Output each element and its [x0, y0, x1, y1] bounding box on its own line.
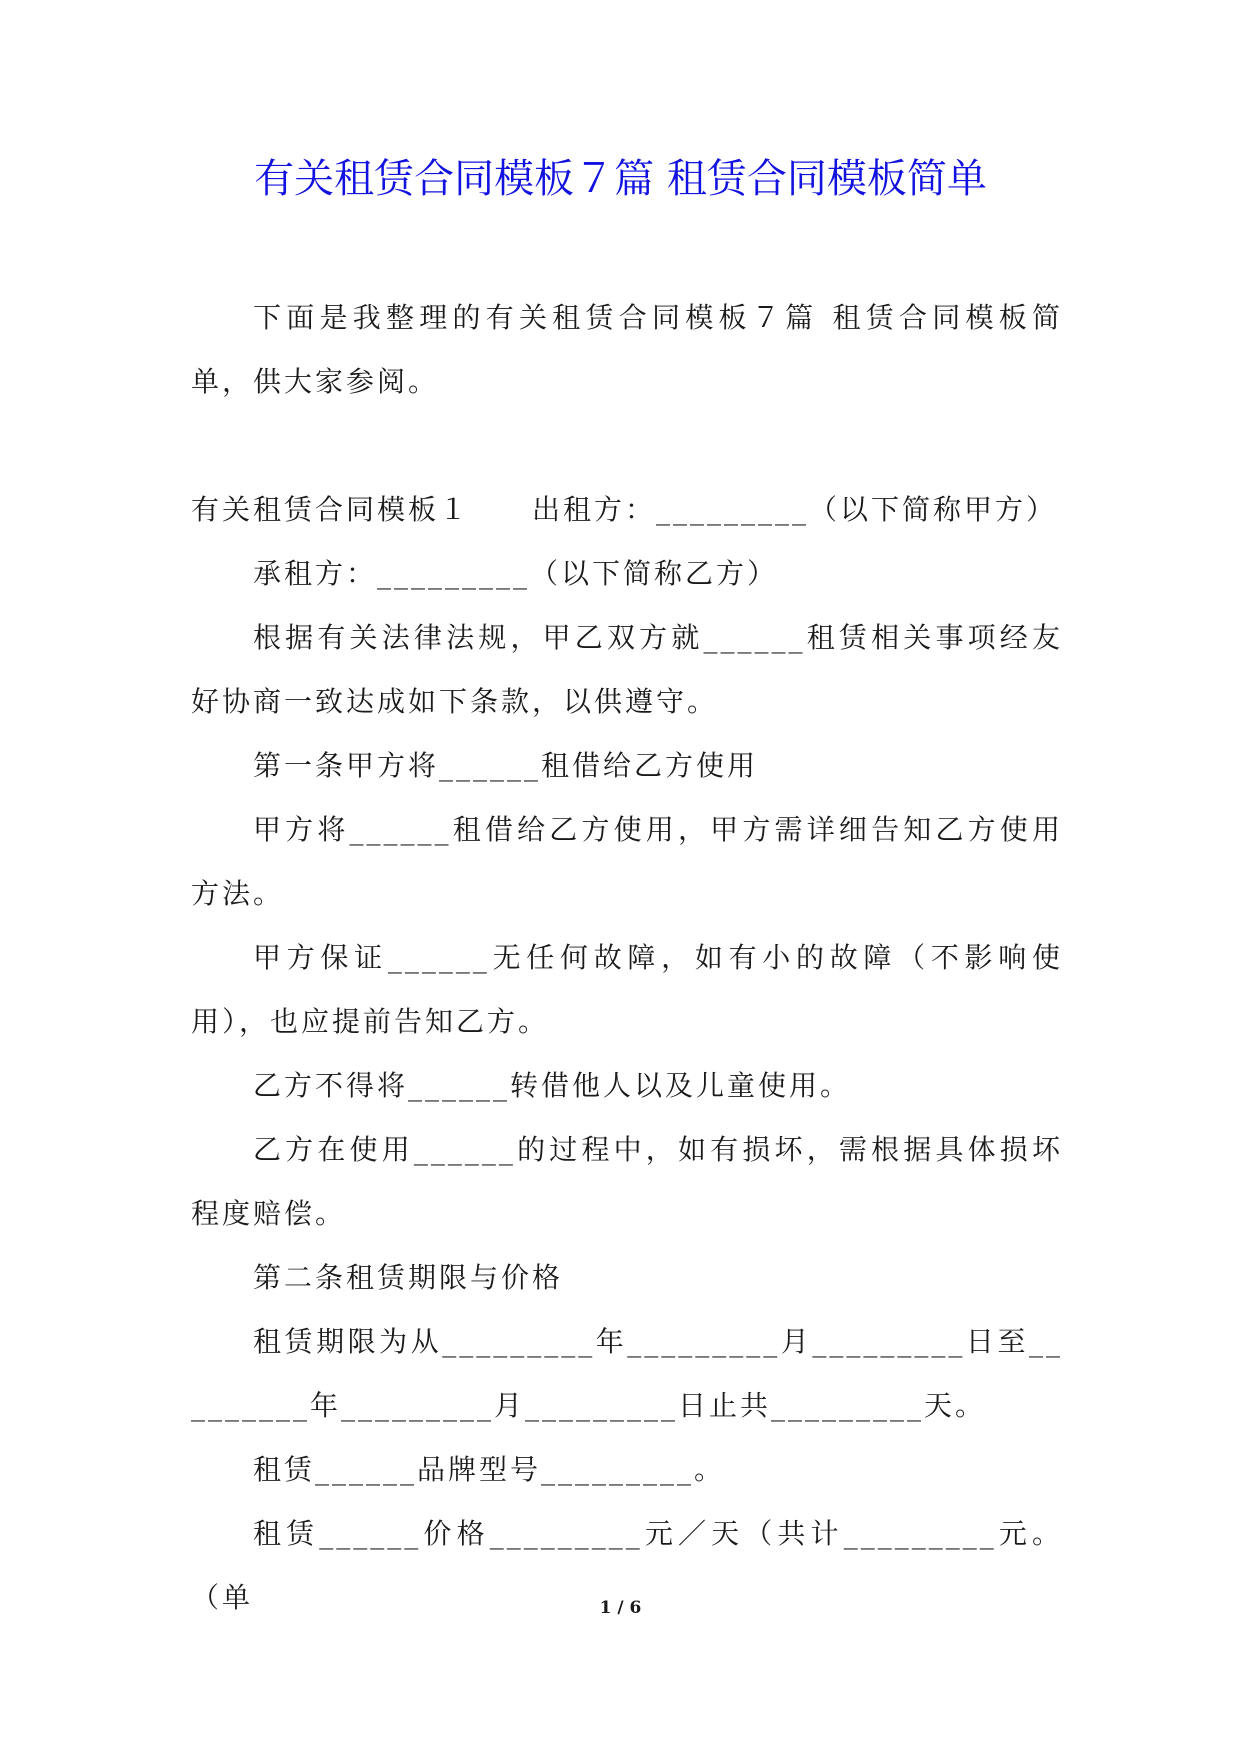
body-paragraph: 乙方不得将______转借他人以及儿童使用。	[253, 1069, 852, 1102]
article-heading: 第二条租赁期限与价格	[253, 1261, 564, 1294]
document-body	[191, 286, 1063, 1630]
document-title: 有关租赁合同模板７篇 租赁合同模板简单	[254, 156, 987, 202]
body-paragraph: 租赁______品牌型号_________。	[253, 1453, 726, 1486]
article-heading: 第一条甲方将______租借给乙方使用	[253, 749, 759, 782]
lessor-line: 出租方：_________（以下简称甲方）	[532, 493, 1058, 526]
body-paragraph: 甲方将______租借给乙方使用，甲方需详细告知乙方使用方法。	[191, 813, 1063, 910]
section-heading: 有关租赁合同模板１	[191, 493, 471, 526]
page-number: 1 / 6	[599, 1598, 642, 1618]
body-paragraph: 租赁______价格_________元／天（共计_________元。（单	[191, 1517, 1063, 1614]
section-heading-line	[191, 478, 1063, 542]
spacer	[191, 414, 1063, 478]
body-paragraph: 租赁期限为从_________年_________月_________日至_________年_________月_________日止共_________天。	[191, 1325, 1063, 1422]
intro-paragraph: 下面是我整理的有关租赁合同模板７篇 租赁合同模板简单，供大家参阅。	[191, 301, 1063, 398]
body-paragraph: 甲方保证______无任何故障，如有小的故障（不影响使用），也应提前告知乙方。	[191, 941, 1063, 1038]
body-paragraph: 根据有关法律法规，甲乙双方就______租赁相关事项经友好协商一致达成如下条款，以供遵守。	[191, 621, 1063, 718]
body-paragraph: 乙方在使用______的过程中，如有损坏，需根据具体损坏程度赔偿。	[191, 1133, 1063, 1230]
lessee-paragraph: 承租方：_________（以下简称乙方）	[253, 557, 779, 590]
